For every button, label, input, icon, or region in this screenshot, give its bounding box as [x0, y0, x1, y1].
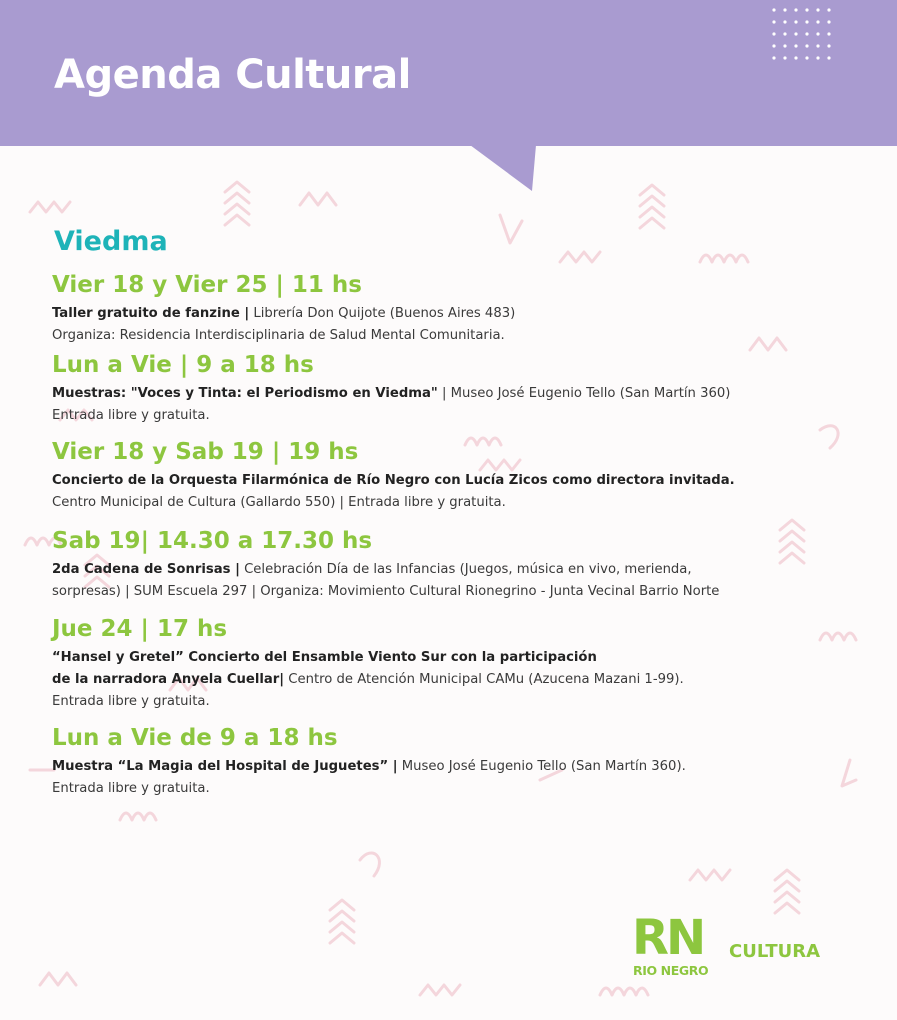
event-description	[52, 559, 872, 603]
logo-mark: RN	[632, 910, 704, 966]
event-item	[52, 270, 872, 347]
decoration-dot	[794, 56, 797, 59]
chevron-doodle	[640, 218, 664, 228]
event-detail: Entrada libre y gratuita.	[52, 408, 210, 423]
event-detail: Centro de Atención Municipal CAMu (Azucena Mazani 1-99).	[284, 672, 684, 687]
decoration-dot	[827, 56, 830, 59]
chevron-doodle	[775, 870, 799, 880]
decoration-dot	[805, 44, 808, 47]
decoration-dot	[772, 20, 775, 23]
event-detail: | Museo José Eugenio Tello (San Martín 360)	[437, 386, 731, 401]
zigzag-doodle	[690, 870, 730, 880]
decoration-dot	[816, 20, 819, 23]
decoration-dot	[772, 8, 775, 11]
chevron-doodle	[330, 922, 354, 932]
decoration-dot	[805, 56, 808, 59]
squiggle-doodle	[360, 853, 379, 876]
event-title: de la narradora Anyela Cuellar|	[52, 672, 285, 687]
chevron-doodle	[640, 196, 664, 206]
event-date: Lun a Vie de 9 a 18 hs	[52, 725, 338, 751]
event-title: Concierto de la Orquesta Filarmónica de Río Negro con Lucía Zicos como directora invitada.	[52, 473, 735, 488]
event-title: “Hansel y Gretel” Concierto del Ensamble Viento Sur con la participación	[52, 650, 597, 665]
decoration-dot	[805, 8, 808, 11]
decoration-dot	[805, 20, 808, 23]
wave-doodle	[600, 988, 648, 995]
zigzag-doodle	[420, 985, 460, 995]
event-description	[52, 756, 872, 800]
chevron-doodle	[225, 215, 249, 225]
event-detail: Librería Don Quijote (Buenos Aires 483)	[249, 306, 516, 321]
event-detail: Entrada libre y gratuita.	[52, 694, 210, 709]
chevron-doodle	[330, 900, 354, 910]
decoration-dot	[772, 32, 775, 35]
event-description	[52, 383, 872, 427]
decoration-dot	[772, 56, 775, 59]
event-item	[52, 350, 872, 427]
decoration-dot	[805, 32, 808, 35]
event-date: Vier 18 y Vier 25 | 11 hs	[52, 272, 362, 298]
decoration-dot	[783, 8, 786, 11]
decoration-dot	[816, 32, 819, 35]
event-description	[52, 470, 872, 514]
wave-doodle	[120, 813, 156, 820]
decoration-dot	[794, 20, 797, 23]
logo-label: CULTURA	[729, 941, 821, 962]
decoration-dot	[816, 44, 819, 47]
decoration-dot	[816, 56, 819, 59]
event-detail: sorpresas) | SUM Escuela 297 | Organiza: Movimiento Cultural Rionegrino - Junta Vecinal Barrio Norte	[52, 584, 720, 599]
event-title: 2da Cadena de Sonrisas |	[52, 562, 240, 577]
event-item	[52, 526, 872, 603]
decoration-dot	[827, 44, 830, 47]
logo-province-name: RIO NEGRO	[633, 963, 709, 978]
decoration-dot	[816, 8, 819, 11]
decoration-dot	[783, 32, 786, 35]
chevron-doodle	[225, 193, 249, 203]
decoration-dot	[794, 8, 797, 11]
event-detail: Celebración Día de las Infancias (Juegos, música en vivo, merienda,	[239, 562, 692, 577]
zigzag-doodle	[30, 202, 70, 212]
decoration-dot	[827, 8, 830, 11]
chevron-doodle	[330, 933, 354, 943]
decoration-dot	[794, 44, 797, 47]
event-detail: Centro Municipal de Cultura (Gallardo 550) | Entrada libre y gratuita.	[52, 495, 506, 510]
wave-doodle	[700, 255, 748, 262]
event-date: Lun a Vie | 9 a 18 hs	[52, 352, 314, 378]
zigzag-doodle	[300, 193, 336, 205]
event-title: Muestras: "Voces y Tinta: el Periodismo en Viedma"	[52, 386, 438, 401]
decoration-dot	[827, 32, 830, 35]
event-description	[52, 303, 872, 347]
decoration-dot	[772, 44, 775, 47]
event-item	[52, 614, 872, 713]
event-date: Vier 18 y Sab 19 | 19 hs	[52, 439, 359, 465]
event-title: Muestra “La Magia del Hospital de Juguetes” |	[52, 759, 398, 774]
event-detail: Organiza: Residencia Interdisciplinaria de Salud Mental Comunitaria.	[52, 328, 505, 343]
event-description	[52, 647, 872, 713]
header-banner	[0, 0, 897, 146]
chevron-doodle	[330, 911, 354, 921]
chevron-doodle	[775, 881, 799, 891]
squiggle-doodle	[500, 215, 522, 243]
rio-negro-cultura-logo	[632, 912, 842, 982]
decoration-dot	[783, 44, 786, 47]
chevron-doodle	[775, 892, 799, 902]
dot-grid-decoration	[770, 6, 834, 64]
chevron-doodle	[640, 185, 664, 195]
decoration-dot	[783, 20, 786, 23]
speech-bubble-tail	[470, 145, 536, 193]
event-detail: Museo José Eugenio Tello (San Martín 360).	[397, 759, 686, 774]
zigzag-doodle	[40, 973, 76, 985]
event-item	[52, 723, 872, 800]
event-detail: Entrada libre y gratuita.	[52, 781, 210, 796]
chevron-doodle	[225, 182, 249, 192]
event-date: Jue 24 | 17 hs	[52, 616, 228, 642]
city-heading: Viedma	[54, 226, 168, 257]
event-item	[52, 437, 872, 514]
decoration-dot	[827, 20, 830, 23]
chevron-doodle	[640, 207, 664, 217]
decoration-dot	[783, 56, 786, 59]
zigzag-doodle	[560, 252, 600, 262]
event-title: Taller gratuito de fanzine |	[52, 306, 250, 321]
decoration-dot	[794, 32, 797, 35]
chevron-doodle	[225, 204, 249, 214]
page-title: Agenda Cultural	[54, 52, 411, 98]
event-date: Sab 19| 14.30 a 17.30 hs	[52, 528, 373, 554]
